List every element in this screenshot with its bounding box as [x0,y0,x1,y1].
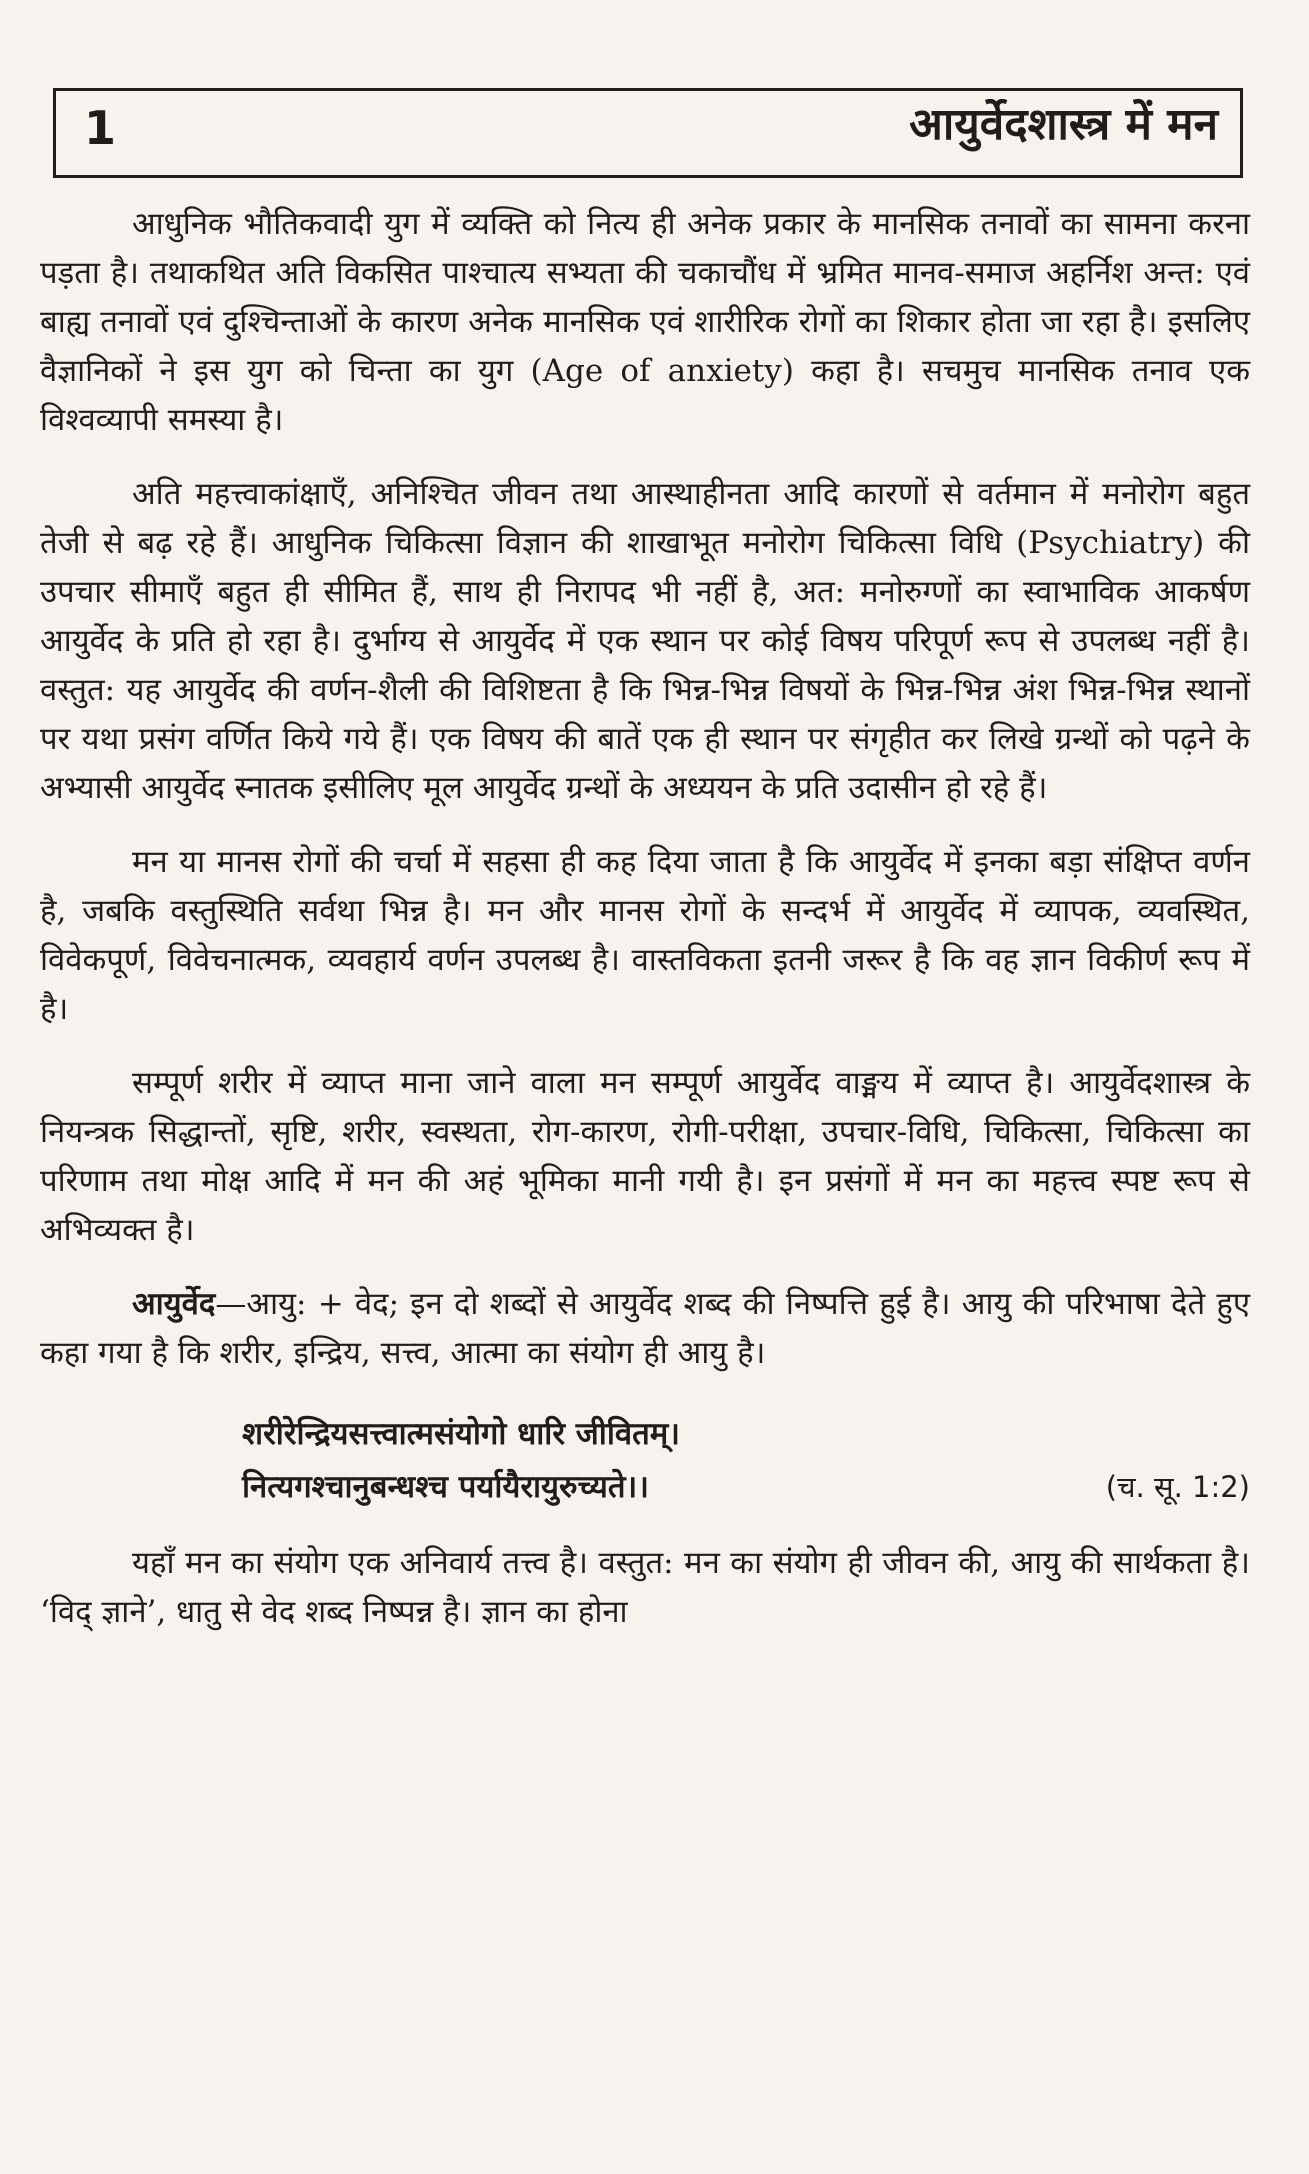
verse-line-2: नित्यगश्चानुबन्धश्च पर्यायैरायुरुच्यते।। [242,1469,650,1505]
paragraph-mental-diseases: मन या मानस रोगों की चर्चा में सहसा ही कह दिया जाता है कि आयुर्वेद में इनका बड़ा संक्षिप्त वर्णन है, जबकि वस्तुस्थिति सर्वथा भिन्न है। मन और मानस रोगों के सन्दर्भ में आयुर्वेद में व्यापक, व्यवस्थित, विवेकपूर्ण, विवेचनात्मक, व्यवहार्य वर्णन उपलब्ध है। वास्तविकता इतनी जरूर है कि वह ज्ञान विकीर्ण रूप में है। [40,844,1250,1027]
ayurveda-definition-text: —आयु: + वेद; इन दो शब्दों से आयुर्वेद शब्द की निष्पत्ति हुई है। आयु की परिभाषा देते हुए कहा गया है कि शरीर, इन्द्रिय, सत्त्व, आत्मा का संयोग ही आयु है। [40,1286,1250,1371]
chapter-number: 1 [84,101,117,155]
verse-line-1: शरीरेन्द्रियसत्त्वात्मसंयोगो धारि जीवितम्। [242,1416,681,1452]
verse-citation: (च. सू. 1:2) [1105,1470,1250,1504]
paragraph-ayurveda-definition [40,1280,1250,1378]
paragraph-mind-union: यहाँ मन का संयोग एक अनिवार्य तत्त्व है। वस्तुत: मन का संयोग ही जीवन की, आयु की सार्थकता है। ‘विद् ज्ञाने’, धातु से वेद शब्द निष्पन्न है। ज्ञान का होना [40,1545,1250,1630]
ayurveda-term: आयुर्वेद [132,1286,216,1322]
sanskrit-verse [40,1408,1250,1514]
chapter-header [53,88,1243,178]
verse-line-2-row [242,1461,1250,1514]
paragraph-mind-role: सम्पूर्ण शरीर में व्याप्त माना जाने वाला मन सम्पूर्ण आयुर्वेद वाङ्मय में व्याप्त है। आयुर्वेदशास्त्र के नियन्त्रक सिद्धान्तों, सृष्टि, शरीर, स्वस्थता, रोग-कारण, रोगी-परीक्षा, उपचार-विधि, चिकित्सा, चिकित्सा का परिणाम तथा मोक्ष आदि में मन की अहं भूमिका मानी गयी है। इन प्रसंगों में मन का महत्त्व स्पष्ट रूप से अभिव्यक्त है। [40,1065,1250,1248]
paragraph-psychiatry: अति महत्त्वाकांक्षाएँ, अनिश्चित जीवन तथा आस्थाहीनता आदि कारणों से वर्तमान में मनोरोग बहुत तेजी से बढ़ रहे हैं। आधुनिक चिकित्सा विज्ञान की शाखाभूत मनोरोग चिकित्सा विधि (Psychiatry) की उपचार सीमाएँ बहुत ही सीमित हैं, साथ ही निरापद भी नहीं है, अत: मनोरुग्णों का स्वाभाविक आकर्षण आयुर्वेद के प्रति हो रहा है। दुर्भाग्य से आयुर्वेद में एक स्थान पर कोई विषय परिपूर्ण रूप से उपलब्ध नहीं है। वस्तुत: यह आयुर्वेद की वर्णन-शैली की विशिष्टता है कि भिन्न-भिन्न विषयों के भिन्न-भिन्न अंश भिन्न-भिन्न स्थानों पर यथा प्रसंग वर्णित किये गये हैं। एक विषय की बातें एक ही स्थान पर संगृहीत कर लिखे ग्रन्थों को पढ़ने के अभ्यासी आयुर्वेद स्नातक इसीलिए मूल आयुर्वेद ग्रन्थों के अध्ययन के प्रति उदासीन हो रहे हैं। [40,476,1250,806]
paragraph-mental-stress: आधुनिक भौतिकवादी युग में व्यक्ति को नित्य ही अनेक प्रकार के मानसिक तनावों का सामना करना पड़ता है। तथाकथित अति विकसित पाश्चात्य सभ्यता की चकाचौंध में भ्रमित मानव-समाज अहर्निश अन्त: एवं बाह्य तनावों एवं दुश्चिन्ताओं के कारण अनेक मानसिक एवं शारीरिक रोगों का शिकार होता जा रहा है। इसलिए वैज्ञानिकों ने इस युग को चिन्ता का युग (Age of anxiety) कहा है। सचमुच मानसिक तनाव एक विश्वव्यापी समस्या है। [40,206,1250,438]
book-page [40,80,1262,2140]
chapter-body [40,200,1250,1662]
chapter-title: आयुर्वेदशास्त्र में मन [909,99,1218,150]
